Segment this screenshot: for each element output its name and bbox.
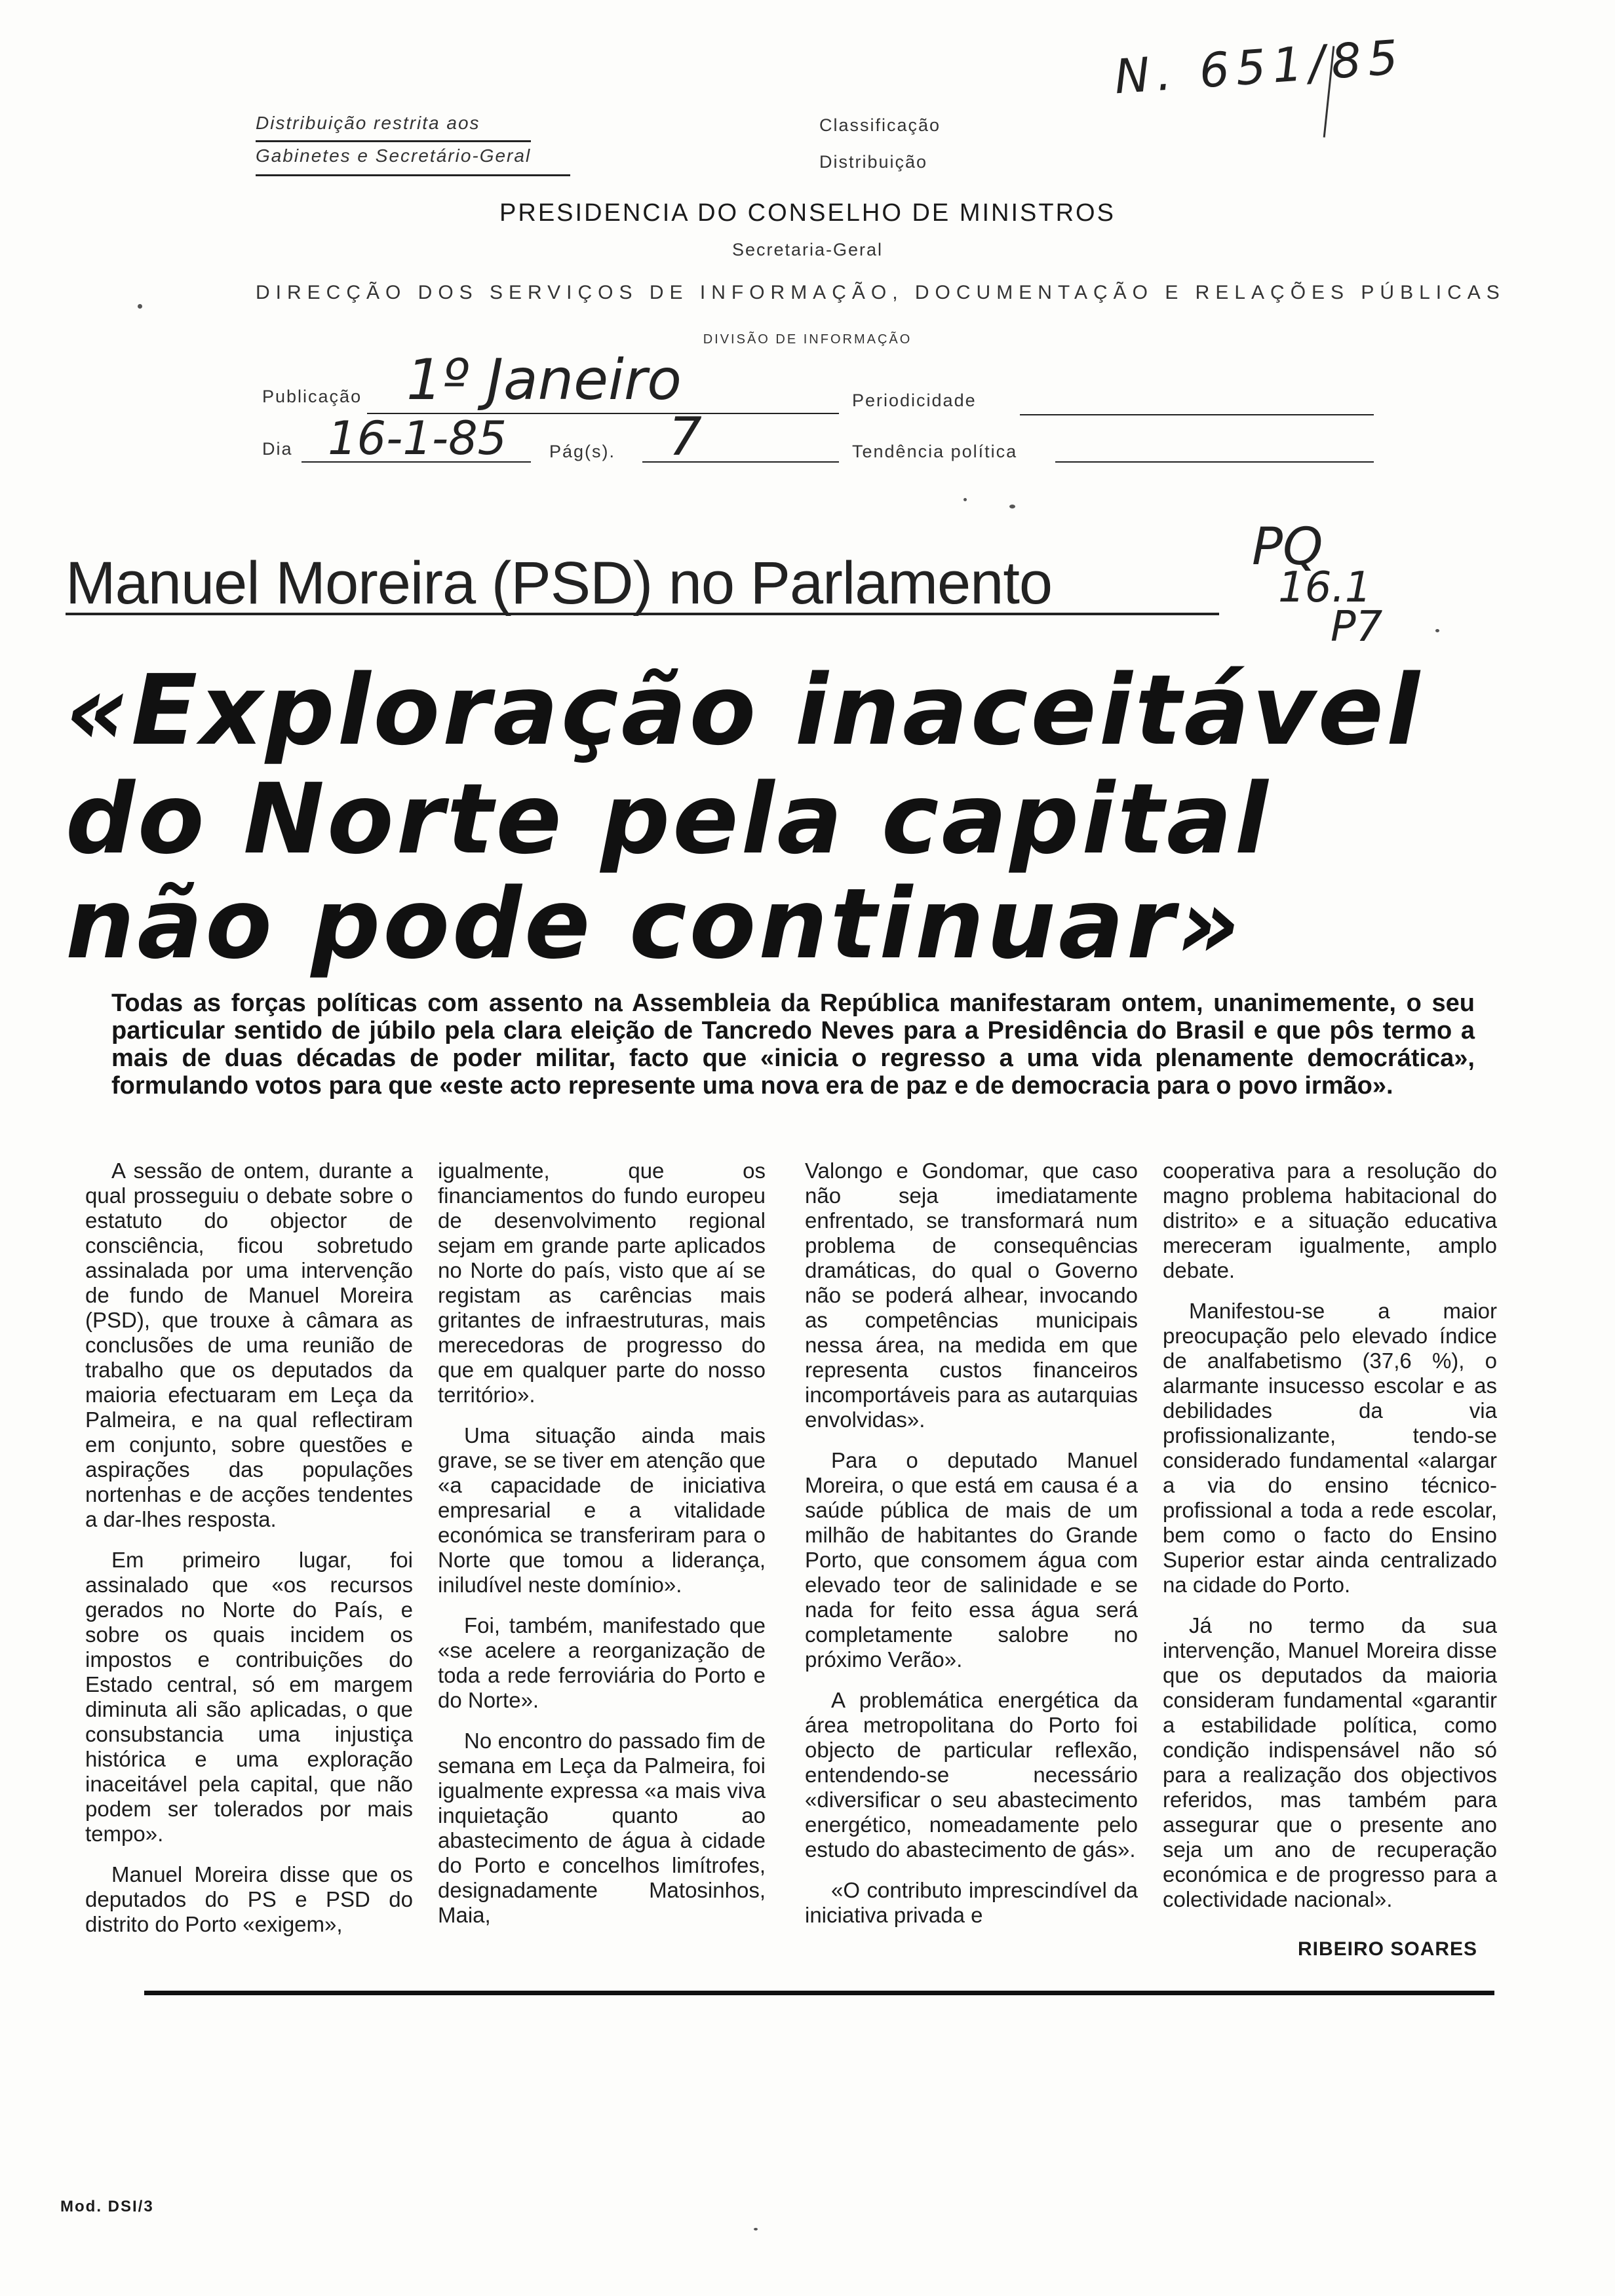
paragraph: No encontro do passado fim de semana em Leça da Palmeira, foi igualmente expressa «a mais viva inquietação quanto ao abastecimento de água à cidade do Porto e concelhos limítrofes, designadamente Matosinhos, Maia, xyxy=(438,1729,766,1927)
paragraph: cooperativa para a resolução do magno problema habitacional do distrito» e a situação educativa mereceram igualmente, amplo debate. xyxy=(1163,1158,1497,1282)
headline-line-3: não pode continuar» xyxy=(66,868,1243,980)
article-lead: Todas as forças políticas com assento na Assembleia da República manifestaram ontem, unanimemente, o seu particular sentido de júbilo pela clara eleição de Tancredo Neves para a Presidência do Brasil e que pôs termo a mais de duas décadas de poder militar, facto que «inicia o regresso a uma vida plenamente democrática», formulando votos para que «este acto represente uma nova era de paz e de democracia para o povo irmão». xyxy=(111,989,1475,1100)
publication-value: 1º Janeiro xyxy=(406,347,682,413)
article-column-4 xyxy=(1163,1158,1497,1928)
margin-note-3: P7 xyxy=(1331,603,1383,651)
classification-label: Classificação xyxy=(819,115,941,135)
divider xyxy=(256,174,570,176)
periodicity-label: Periodicidade xyxy=(852,391,977,410)
institution-title: PRESIDENCIA DO CONSELHO DE MINISTROS xyxy=(499,199,1116,227)
paragraph: Uma situação ainda mais grave, se se tiver em atenção que «a capacidade de iniciativa empresarial e a vitalidade económica se transferiram para o Norte que tomou a liderança, iniludível neste domínio». xyxy=(438,1423,766,1597)
handwritten-reference: N. 651/85 xyxy=(1112,29,1407,105)
distribution-note: Distribuição restrita aos xyxy=(256,113,480,133)
paragraph: A problemática energética da área metropolitana do Porto foi objecto de particular reflexão, entendendo-se necessário «diversificar o seu abastecimento energético, nomeadamente pelo estudo do abastecimento de gás». xyxy=(805,1688,1138,1862)
paragraph: Foi, também, manifestado que «se acelere a reorganização de toda a rede ferroviária do Porto e do Norte». xyxy=(438,1613,766,1712)
pages-line xyxy=(642,461,839,463)
day-line xyxy=(302,461,531,463)
day-label: Dia xyxy=(262,439,293,459)
scan-speck xyxy=(1009,505,1015,508)
divider xyxy=(256,140,531,142)
tendency-line xyxy=(1055,461,1374,463)
kicker-underline xyxy=(66,613,1219,615)
paragraph: Valongo e Gondomar, que caso não seja imediatamente enfrentado, se transformará num problema de consequências dramáticas, do qual o Governo não se poderá alhear, invocando as competências municipais nessa área, na medida em que representa custos financeiros incomportáveis para as autarquias envolvidas». xyxy=(805,1158,1138,1432)
headline-line-1: «Exploração inaceitável xyxy=(66,654,1422,767)
article-kicker: Manuel Moreira (PSD) no Parlamento xyxy=(66,550,1053,617)
article-byline: RIBEIRO SOARES xyxy=(1298,1938,1478,1960)
article-column-3 xyxy=(805,1158,1138,1943)
scan-speck xyxy=(963,498,967,501)
tendency-label: Tendência política xyxy=(852,442,1018,461)
pages-label: Pág(s). xyxy=(549,442,616,461)
scan-speck xyxy=(138,304,142,309)
division-title: DIVISÃO DE INFORMAÇÃO xyxy=(703,332,912,347)
paragraph: Manuel Moreira disse que os deputados do PS e PSD do distrito do Porto «exigem», xyxy=(85,1862,413,1936)
paragraph: «O contributo imprescindível da iniciativa privada e xyxy=(805,1878,1138,1927)
article-column-2 xyxy=(438,1158,766,1943)
distribution-recipients: Gabinetes e Secretário-Geral xyxy=(256,145,532,166)
publication-label: Publicação xyxy=(262,387,362,406)
distribution-label: Distribuição xyxy=(819,152,928,172)
day-value: 16-1-85 xyxy=(328,411,507,465)
paragraph: Manifestou-se a maior preocupação pelo elevado índice de analfabetismo (37,6 %), o alarmante insucesso escolar e as debilidades da via profissionalizante, tendo-se considerado fundamental «alargar a via do ensino técnico-profissional a toda a rede escolar, bem como o facto do Ensino Superior estar ainda centralizado na cidade do Porto. xyxy=(1163,1299,1497,1597)
paragraph: A sessão de ontem, durante a qual prosseguiu o debate sobre o estatuto do objector de consciência, ficou sobretudo assinalada por uma intervenção de fundo de Manuel Moreira (PSD), que trouxe à câmara as conclusões de uma reunião de trabalho que os deputados da maioria efectuaram em Leça da Palmeira, e na qual reflectiram em conjunto, sobre questões e aspirações das populações nortenhas e de acções tendentes a dar-lhes resposta. xyxy=(85,1158,413,1531)
bottom-divider xyxy=(144,1991,1494,1995)
pages-value: 7 xyxy=(669,406,702,467)
scan-speck xyxy=(1435,629,1439,632)
paragraph: Para o deputado Manuel Moreira, o que está em causa é a saúde pública de mais de um milhão de habitantes do Grande Porto, que consomem água com elevado teor de salinidade e se nada for feito essa água será completamente salobre no próximo Verão». xyxy=(805,1448,1138,1672)
margin-note-1: PQ xyxy=(1252,518,1323,577)
paragraph: igualmente, que os financiamentos do fundo europeu de desenvolvimento regional sejam em grande parte aplicados no Norte do país, visto que aí se registam as carências mais gritantes de infraestruturas, mais merecedoras de progresso do que em qualquer parte do nosso território». xyxy=(438,1158,766,1407)
paragraph: Em primeiro lugar, foi assinalado que «os recursos gerados no Norte do País, e sobre os quais incidem os impostos e contribuições do Estado central, só em margem diminuta ali são aplicadas, o que consubstancia uma injustiça histórica e uma exploração inaceitável pela capital, que não podem ser tolerados por mais tempo». xyxy=(85,1548,413,1846)
periodicity-line xyxy=(1020,414,1374,415)
margin-note-2: 16.1 xyxy=(1278,564,1372,612)
department-title: DIRECÇÃO DOS SERVIÇOS DE INFORMAÇÃO, DOCUMENTAÇÃO E RELAÇÕES PÚBLICAS xyxy=(256,282,1506,303)
paragraph: Já no termo da sua intervenção, Manuel Moreira disse que os deputados da maioria consideram fundamental «garantir a estabilidade política, como condição indispensável não só para a realização dos objectivos referidos, mas também para assegurar que o presente ano seja um ano de recuperação económica e de progresso para a colectividade nacional». xyxy=(1163,1613,1497,1911)
scan-speck xyxy=(754,2228,758,2230)
article-column-1 xyxy=(85,1158,413,1953)
headline-line-2: do Norte pela capital xyxy=(66,763,1271,875)
form-model-code: Mod. DSI/3 xyxy=(60,2198,154,2215)
institution-subtitle: Secretaria-Geral xyxy=(731,240,884,259)
